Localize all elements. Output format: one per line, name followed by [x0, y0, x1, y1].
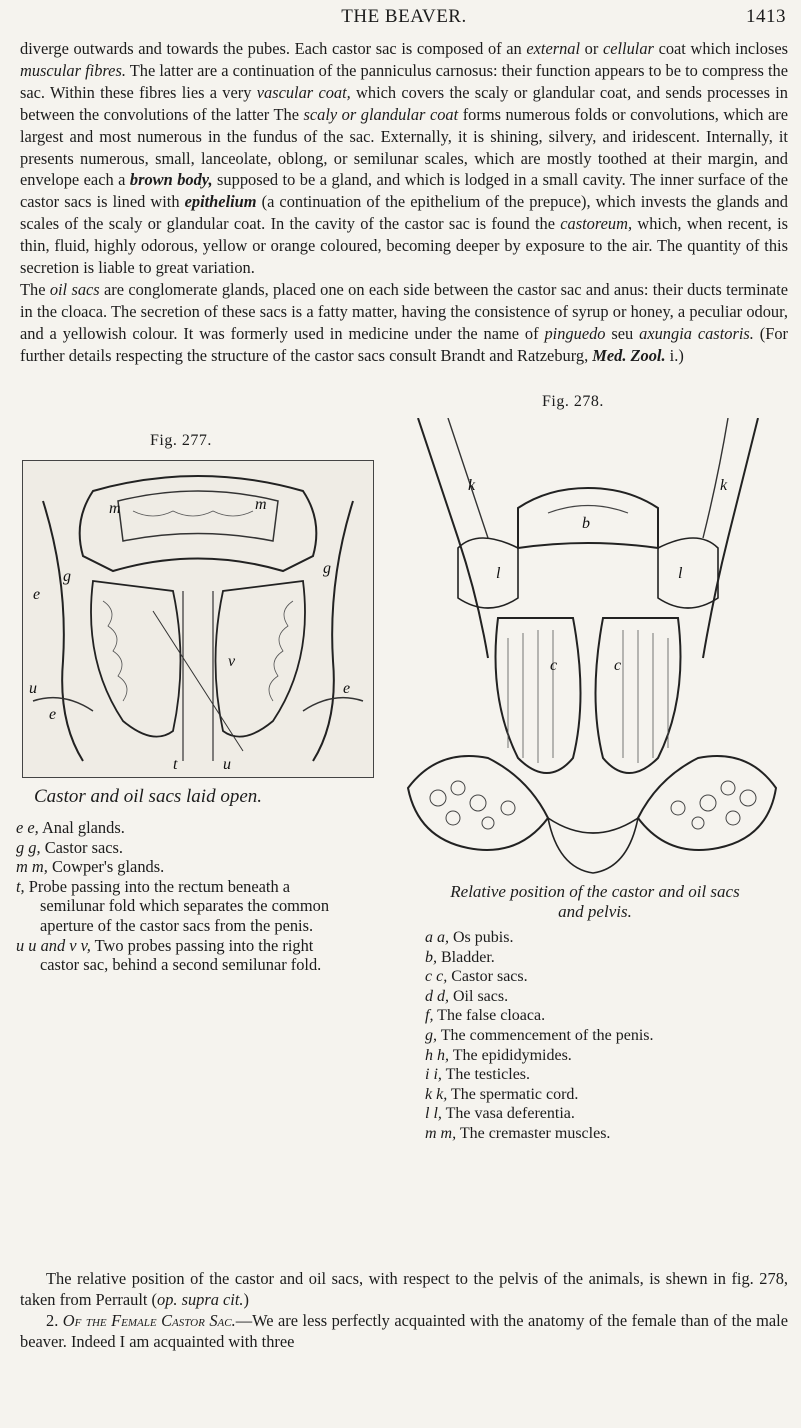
legend-item: i i, The testicles. — [425, 1066, 531, 1084]
fig277-letter: g — [323, 560, 331, 577]
legend-item: b, Bladder. — [425, 948, 495, 966]
fig277-letter: m — [255, 496, 267, 513]
fig277-letter: g — [63, 568, 71, 585]
fig278-letter: b — [582, 515, 590, 532]
fig278-caption-line1: Relative position of the castor and oil sacs — [450, 882, 740, 901]
fig278-letter: k — [468, 477, 476, 494]
fig278-letter: l — [678, 565, 683, 582]
fig277-caption: Castor and oil sacs laid open. — [34, 786, 263, 807]
fig278-letter: c — [550, 657, 558, 674]
fig277-letter: u — [29, 680, 37, 697]
legend-item: h h, The epididymides. — [425, 1046, 572, 1064]
paragraph-castor-sac-coats: diverge outwards and towards the pubes. Each castor sac is composed of an external or cellular coat which incloses muscular fibres. The latter are a continuation of the panniculus carnosus: their function appears to be to compress the sac. Within these fibres lies a very vascular coat, which covers the scaly or glandular coat, and sends processes in between the convolutions of the latter The scaly or glandular coat forms numerous folds or convolutions, which are largest and most numerous in the fundus of the sac. Externally, it is shining, silvery, and iridescent. Internally, it presents numerous, small, lanceolate, oblong, or semilunar scales, which are mostly toothed at their margin, and envelope each a brown body, supposed to be a gland, and which is lodged in a small cavity. The inner surface of the castor sacs is lined with epithelium (a continuation of the epithelium of the prepuce), which invests the glands and scales of the scaly or glandular coat. In the cavity of the castor sac is found the castoreum, which, when recent, is thin, fluid, highly odorous, yellow or orange coloured, becoming deeper by exposure to the air. The quantity of this secretion is liable to great variation. — [20, 39, 789, 278]
legend-item: e e, Anal glands. — [16, 818, 125, 837]
legend-item: l l, The vasa deferentia. — [425, 1105, 575, 1123]
legend-item: g, The commencement of the penis. — [425, 1026, 654, 1044]
legend-item: a a, Os pubis. — [425, 929, 514, 946]
fig277-letter: e — [343, 680, 351, 697]
fig278-letter: c — [614, 657, 622, 674]
fig278-letter: l — [496, 565, 501, 582]
fig277-letter: e — [33, 586, 41, 603]
fig277-illustration — [22, 460, 374, 778]
fig277-letter: v — [228, 653, 236, 670]
fig277-letter: m — [109, 500, 121, 517]
legend-item: f, The false cloaca. — [425, 1007, 546, 1025]
paragraph-female-castor-sac: 2. Of the Female Castor Sac.—We are less perfectly acquainted with the anatomy of the female than of the male beaver. Indeed I am acquainted with three — [20, 1311, 788, 1351]
legend-item: k k, The spermatic cord. — [425, 1085, 579, 1103]
legend-item: u u and v v, Two probes passing into the right castor sac, behind a second semilunar fold. — [16, 935, 322, 975]
legend-item: m m, The cremaster muscles. — [425, 1124, 611, 1142]
fig277-legend — [16, 818, 376, 975]
fig277-letter: e — [49, 706, 57, 723]
castor-oil-sacs-drawing — [23, 461, 373, 777]
fig278-legend — [405, 882, 785, 1144]
fig277-letters — [29, 496, 350, 773]
legend-item: d d, Oil sacs. — [425, 987, 509, 1005]
fig277-letter: u — [223, 756, 231, 773]
running-title: THE BEAVER. — [341, 6, 467, 27]
footer-text — [20, 1268, 788, 1352]
legend-item: c c, Castor sacs. — [425, 968, 528, 986]
pelvis-sacs-drawing — [398, 418, 786, 874]
fig278-letter: k — [720, 477, 728, 494]
fig278-caption-line2: and pelvis. — [558, 902, 632, 921]
fig278-label: Fig. 278. — [542, 393, 604, 410]
page-number: 1413 — [746, 6, 786, 27]
paragraph-relative-position: The relative position of the castor and oil sacs, with respect to the pelvis of the animals, is shewn in fig. 278, taken from Perrault (op. supra cit.) — [20, 1269, 788, 1309]
body-text — [20, 38, 788, 367]
legend-item: g g, Castor sacs. — [16, 837, 123, 857]
fig277-label: Fig. 277. — [150, 432, 212, 449]
page-header — [14, 6, 794, 34]
paragraph-oil-sacs: The oil sacs are conglomerate glands, placed one on each side between the castor sac and anus: their ducts terminate in the cloaca. The secretion of these sacs is a fatty matter, having the consistence of syrup or honey, a peculiar odour, and a yellowish colour. It was formerly used in medicine under the name of pinguedo seu axungia castoris. (For further details respecting the structure of the castor sacs consult Brandt and Ratzeburg, Med. Zool. i.) — [20, 279, 788, 365]
legend-item: m m, Cowper's glands. — [16, 857, 165, 877]
fig278-illustration — [398, 418, 786, 874]
legend-item: t, Probe passing into the rectum beneath a semilunar fold which separates the common aperture of the castor sacs from the penis. — [16, 876, 330, 935]
fig277-letter: t — [173, 756, 178, 773]
